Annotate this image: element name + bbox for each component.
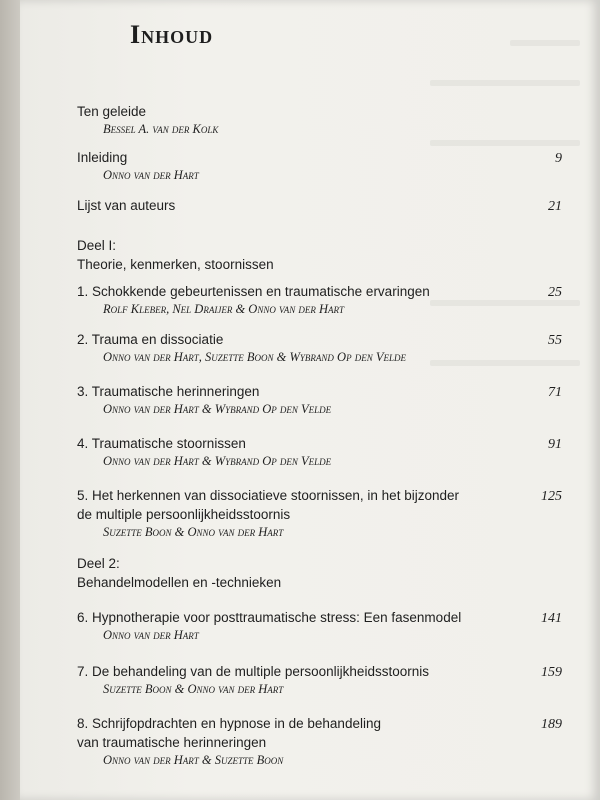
bleed-through-text xyxy=(430,140,580,146)
toc-entry-author: Onno van der Hart, Suzette Boon & Wybrand Op den Velde xyxy=(103,350,406,364)
toc-entry xyxy=(77,608,562,644)
toc-entry xyxy=(77,102,562,138)
toc-entry-author: Onno van der Hart xyxy=(103,628,199,642)
section-heading xyxy=(77,554,281,592)
toc-entry-title: Inleiding xyxy=(77,150,128,165)
toc-page-number: 125 xyxy=(541,489,562,504)
section-heading-label: Deel 2: Behandelmodellen en -technieken xyxy=(77,556,282,590)
page-title: Inhoud xyxy=(130,20,214,49)
toc-page-number: 25 xyxy=(548,285,562,300)
toc-entry-title: 7. De behandeling van de multiple persoonlijkheidsstoornis xyxy=(77,664,429,679)
toc-page-number: 21 xyxy=(548,199,562,214)
toc-page-number: 91 xyxy=(548,437,562,452)
toc-entry-author: Onno van der Hart xyxy=(103,168,199,182)
toc-entry xyxy=(77,382,562,418)
toc-entry xyxy=(77,330,562,366)
toc-page-number: 9 xyxy=(555,151,562,166)
toc-entry-title: Lijst van auteurs xyxy=(77,198,176,213)
toc-entry-title: 1. Schokkende gebeurtenissen en traumatische ervaringen xyxy=(77,284,430,299)
toc-page-number: 189 xyxy=(541,717,562,732)
section-heading xyxy=(77,236,274,274)
toc-entry-author: Bessel A. van der Kolk xyxy=(103,122,219,136)
toc-entry-author: Onno van der Hart & Wybrand Op den Velde xyxy=(103,402,332,416)
toc-entry-author: Suzette Boon & Onno van der Hart xyxy=(103,682,284,696)
toc-page-number: 55 xyxy=(548,333,562,348)
section-heading-label: Deel I: Theorie, kenmerken, stoornissen xyxy=(77,238,274,272)
toc-entry-author: Onno van der Hart & Wybrand Op den Velde xyxy=(103,454,332,468)
toc-entry-title: 8. Schrijfopdrachten en hypnose in de behandeling van traumatische herinneringen xyxy=(77,716,381,750)
toc-entry xyxy=(77,434,562,470)
toc-entry xyxy=(77,196,562,215)
toc-entry-author: Suzette Boon & Onno van der Hart xyxy=(103,525,284,539)
toc-entry xyxy=(77,662,562,698)
toc-page-number: 141 xyxy=(541,611,562,626)
toc-entry xyxy=(77,282,562,318)
toc-entry-title: 6. Hypnotherapie voor posttraumatische stress: Een fasenmodel xyxy=(77,610,462,625)
bleed-through-text xyxy=(510,40,580,46)
toc-entry-title: 5. Het herkennen van dissociatieve stoornissen, in het bijzonder de multiple persoonlijkheidsstoornis xyxy=(77,488,459,522)
toc-entry-author: Rolf Kleber, Nel Draijer & Onno van der Hart xyxy=(103,302,345,316)
bleed-through-text xyxy=(430,80,580,86)
toc-entry-author: Onno van der Hart & Suzette Boon xyxy=(103,753,284,767)
toc-page-number: 71 xyxy=(548,385,562,400)
toc-entry-title: Ten geleide xyxy=(77,104,147,119)
book-spine-shadow xyxy=(0,0,22,800)
toc-entry-title: 3. Traumatische herinneringen xyxy=(77,384,260,399)
toc-page-number: 159 xyxy=(541,665,562,680)
toc-entry xyxy=(77,486,562,541)
toc-entry-title: 2. Trauma en dissociatie xyxy=(77,332,224,347)
toc-entry xyxy=(77,148,562,184)
toc-entry-title: 4. Traumatische stoornissen xyxy=(77,436,246,451)
toc-entry xyxy=(77,714,562,769)
